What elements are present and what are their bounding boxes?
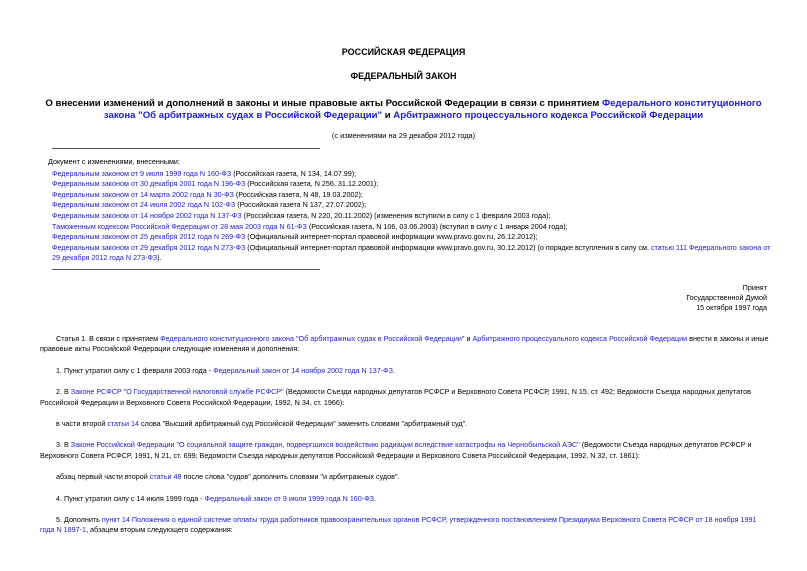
paragraph-2	[40, 387, 770, 408]
paragraph-4	[40, 494, 770, 504]
paragraph-3-detail	[40, 472, 770, 482]
amendments-list	[48, 157, 772, 264]
body-text: (Ведомости Съезда народных депутатов РСФСР и Верховного Совета РСФСР, 1991, N 21, ст. 699; Ведомости Съезда народных депутатов Российской Федерации и Верховного Совета Российской Федерации, 1992, N 32, ст. 1861):	[40, 440, 752, 460]
amendment-link[interactable]: Федеральным законом от 24 июля 2002 года N 102-ФЗ	[52, 200, 236, 210]
amendment-source: (Российская газета, N 256, 31.12.2001);	[245, 179, 379, 189]
amendment-item	[52, 179, 772, 190]
body-text: , абзацем вторым следующего содержания:	[86, 525, 233, 535]
adoption-line: Государственной Думой	[686, 293, 767, 302]
body-text: .	[374, 493, 377, 503]
body-text: и	[464, 334, 473, 343]
edition-note: (с изменениями на 29 декабря 2012 года)	[331, 131, 476, 140]
amendment-source: (Российская газета, N 48, 19.03.2002);	[233, 189, 363, 199]
header-country: РОССИЙСКАЯ ФЕДЕРАЦИЯ	[341, 47, 466, 57]
body-text: внести в законы и иные правовые акты Российской Федерации следующие изменения и дополнения:	[40, 334, 769, 354]
body-text: слова "Высший арбитражный суд Российской Федерации" заменить словами "арбитражный суд".	[139, 419, 468, 429]
amendment-item	[52, 222, 772, 233]
amendment-item	[52, 232, 772, 243]
link-constitutional-law-title[interactable]: "Об арбитражных судах в Российской Федерации"	[296, 334, 465, 343]
amendment-source: (Российская газета, N 106, 03.06.2003) (вступил в силу с 1 января 2004 года);	[306, 221, 568, 231]
title-text: О внесении изменений и дополнений в законы и иные правовые акты Российской Федерации в связи с принятием	[45, 98, 603, 109]
title-link-procedural-code[interactable]: Арбитражного процессуального кодекса Российской Федерации	[393, 110, 704, 121]
amendment-link[interactable]: Федеральным законом от 25 декабря 2012 года N 269-ФЗ	[52, 232, 246, 242]
article-1-intro	[40, 334, 770, 355]
adoption-line: 15 октября 1997 года	[696, 303, 767, 312]
link-article-48[interactable]: статьи 48	[149, 472, 182, 482]
body-text: 3. В	[56, 440, 71, 450]
body-text: абзац первый части второй	[56, 472, 150, 482]
divider-top	[52, 148, 320, 149]
link-pay-system-regulation[interactable]: пункт 14 Положения о единой системе оплаты труда работников правоохранительных органов РСФСР, утвержденного постановлением Президиума Верховного Совета РСФСР от 18 ноября 1991 года N 1897-1	[40, 515, 757, 535]
amendment-link[interactable]: Федеральным законом от 29 декабря 2012 года N 273-ФЗ	[52, 242, 246, 252]
document-title	[40, 98, 767, 122]
link-article-14[interactable]: статьи 14	[107, 419, 140, 429]
amendment-source: ).	[157, 253, 162, 263]
body-text: 2. В	[56, 387, 71, 397]
body-text: .	[392, 365, 395, 375]
adoption-block	[686, 283, 767, 313]
link-chernobyl-law[interactable]: Законе Российской Федерации "О социальной защите граждан, подвергшихся воздействию радиации вследствие катастрофы на Чернобыльской АЭС"	[70, 440, 580, 450]
body-text: в части второй	[56, 419, 108, 429]
amendment-item	[52, 190, 772, 201]
amendment-item	[52, 243, 772, 264]
document-body	[40, 334, 770, 536]
amendment-source: (Официальный интернет-портал правовой информации www.pravo.gov.ru, 30.12.2012) (о порядке вступления в силу см.	[245, 242, 651, 252]
paragraph-3	[40, 440, 770, 461]
amendment-link[interactable]: Федеральным законом от 30 декабря 2001 года N 196-ФЗ	[52, 179, 246, 189]
link-tax-service-law[interactable]: Законе РСФСР "О Государственной налоговой службе РСФСР"	[70, 387, 284, 397]
paragraph-2-detail	[40, 419, 770, 429]
header-law-type: ФЕДЕРАЛЬНЫЙ ЗАКОН	[350, 71, 457, 81]
link-law-160[interactable]: Федеральный закон от 9 июля 1999 года N 160-ФЗ	[204, 493, 375, 503]
amendment-link[interactable]: Федеральным законом от 14 марта 2002 года N 30-ФЗ	[52, 189, 234, 199]
amendments-header: Документ с изменениями, внесенными:	[48, 157, 180, 166]
amendment-source: (Российская газета N 137, 27.07.2002);	[235, 200, 367, 210]
amendment-article-link[interactable]: статью 111 Федерального закона от 29 декабря 2012 года N 273-ФЗ	[52, 242, 771, 263]
amendment-source: (Официальный интернет-портал правовой информации www.pravo.gov.ru, 26.12.2012);	[245, 232, 538, 242]
amendment-link[interactable]: Федеральным законом от 9 июля 1999 года N 160-ФЗ	[52, 168, 232, 178]
body-text: (Ведомости Съезда народных депутатов РСФСР и Верховного Совета РСФСР, 1991, N 15, ст. 492; Ведомости Съезда народных депутатов Российской Федерации и Верховного Совета Российской Федерации, 1992, N 34, ст. 1966):	[40, 387, 751, 407]
link-constitutional-law[interactable]: Федерального конституционного закона	[160, 334, 294, 343]
link-procedural-code[interactable]: Арбитражного процессуального кодекса Российской Федерации	[472, 334, 688, 343]
paragraph-1	[40, 366, 770, 376]
body-text: Статья 1. В связи с принятием	[56, 334, 161, 343]
body-text: 4. Пункт утратил силу с 14 июля 1999 года -	[56, 493, 205, 503]
divider-bottom	[52, 269, 320, 270]
body-text: 1. Пункт утратил силу с 1 февраля 2003 года -	[56, 365, 214, 375]
title-link-constitutional-law[interactable]: Федерального конституционного закона "Об арбитражных судах в Российской Федерации"	[103, 98, 762, 121]
body-text: после слова "судов" дополнить словами "и арбитражных судов".	[181, 472, 400, 482]
amendment-item	[52, 169, 772, 180]
amendment-item	[52, 211, 772, 222]
title-text: и	[382, 110, 394, 121]
amendment-source: (Российская газета, N 134, 14.07.99);	[231, 168, 357, 178]
amendment-source: (Российская газета, N 220, 20.11.2002) (изменения вступили в силу с 1 февраля 2003 года);	[241, 210, 551, 220]
link-law-137[interactable]: Федеральный закон от 14 ноября 2002 года N 137-ФЗ	[213, 365, 393, 375]
body-text: 5. Дополнить	[56, 515, 102, 525]
adoption-line: Принят	[742, 283, 767, 292]
amendment-item	[52, 200, 772, 211]
amendment-link[interactable]: Таможенным кодексом Российской Федерации от 28 мая 2003 года N 61-ФЗ	[52, 221, 307, 231]
paragraph-5	[40, 515, 770, 536]
amendment-link[interactable]: Федеральным законом от 14 ноября 2002 года N 137-ФЗ	[52, 210, 242, 220]
